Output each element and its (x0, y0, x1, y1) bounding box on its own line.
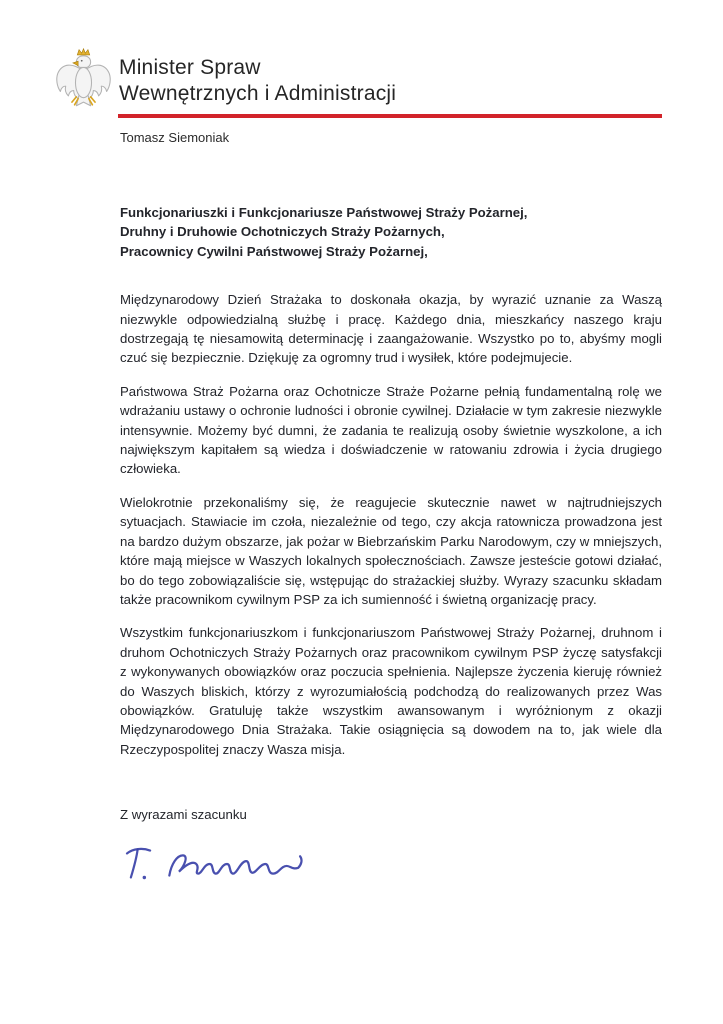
coat-of-arms-eagle-icon (55, 46, 112, 112)
letter-paragraph: Wszystkim funkcjonariuszkom i funkcjonariuszom Państwowej Straży Pożarnej, druhnom i druhom Ochotniczych Straży Pożarnych oraz pracownikom cywilnym PSP życzę satysfakcji z wykonywanych obowiązków oraz poczucia spełnienia. Najlepsze życzenia kieruję również do Waszych bliskich, którzy z wyrozumiałością podchodzą do realizowanych przez Was obowiązków. Gratuluję także wszystkim awansowanym i wyróżnionym z okazji Międzynarodowego Dnia Strażaka. Takie osiągnięcia są dowodem na to, jak wiele dla Rzeczypospolitej znaczy Wasza misja. (120, 625, 662, 757)
header-red-rule (118, 114, 662, 118)
ministry-name (119, 46, 396, 107)
salutation-line: Funkcjonariuszki i Funkcjonariusze Państwowej Straży Pożarnej, (120, 205, 528, 220)
letter-paragraph: Państwowa Straż Pożarna oraz Ochotnicze Straże Pożarne pełnią fundamentalną rolę we wdrażaniu ustawy o ochronie ludności i obronie cywilnej. Działacie w tym zakresie niezwykle intensywnie. Możemy być dumni, że zadania te realizują osoby świetnie wyszkolone, a ich największym kapitałem są wiedza i doświadczenie w ratowaniu zdrowia i życia drugiego człowieka. (120, 383, 662, 477)
closing-phrase: Z wyrazami szacunku (120, 807, 247, 823)
salutation-line: Pracownicy Cywilni Państwowej Straży Pożarnej, (120, 243, 428, 259)
letter-paragraph: Międzynarodowy Dzień Strażaka to doskonała okazja, by wyrazić uznanie za Waszą niezwykle odpowiedzialną służbę i pracę. Każdego dnia, mieszkańcy naszego kraju dostrzegają tę niesamowitą determinację i zaangażowanie. Wszystko po to, abyśmy mogli czuć się bezpiecznie. Dziękuję za ogromny trud i wysiłek, które podejmujecie. (120, 292, 662, 366)
letter-paragraph: Wielokrotnie przekonaliśmy się, że reagujecie skutecznie nawet w najtrudniejszych sytuacjach. Stawiacie im czoła, niezależnie od tego, czy akcja ratownicza prowadzona jest na bardzo dużym obszarze, jak pożar w Biebrzańskim Parku Narodowym, czy w mniejszych, które mają miejsce w Waszych lokalnych społecznościach. Zawsze jesteście gotowi działać, bo do tego zobowiązaliście się, wstępując do strażackiej służby. Wyrazy szacunku składam także pracownikom cywilnym PSP za ich sumienność i świetną organizację pracy. (120, 494, 662, 607)
ministry-name-line2: Wewnętrznych i Administracji (119, 82, 397, 105)
letterhead (55, 46, 396, 112)
ministry-name-line1: Minister Spraw (119, 56, 261, 79)
minister-name: Tomasz Siemoniak (120, 130, 230, 145)
salutation-block (120, 203, 662, 261)
salutation-line: Druhny i Druhowie Ochotniczych Straży Pożarnych, (120, 224, 445, 240)
letter-body (120, 203, 662, 894)
signature-handwriting (120, 839, 310, 889)
